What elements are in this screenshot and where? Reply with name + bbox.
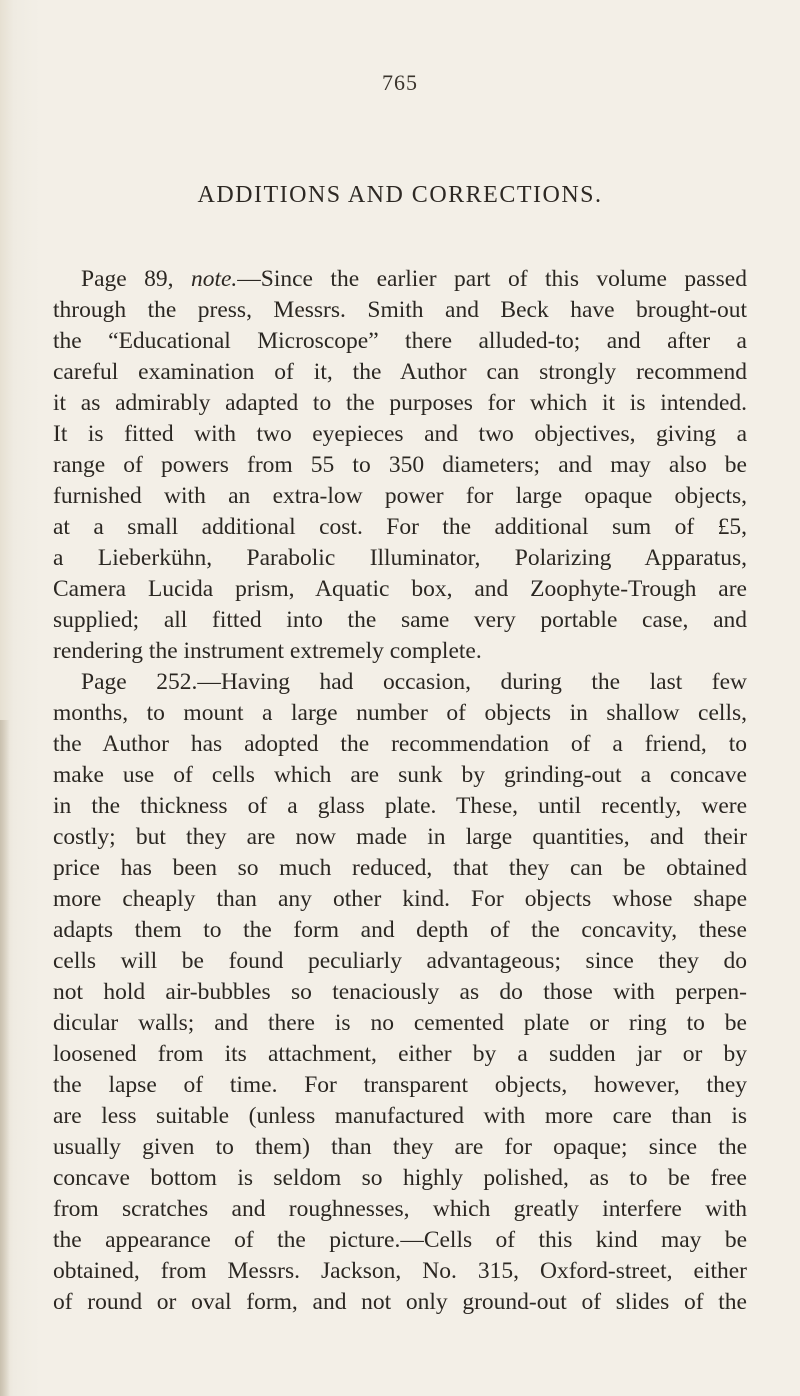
text-line: careful examination of it, the Author can strongly recommend <box>53 359 747 385</box>
text-line: months, to mount a large number of objects in shallow cells, <box>53 700 747 726</box>
text-line: cells will be found peculiarly advantageous; since they do <box>53 948 747 974</box>
text-line: from scratches and roughnesses, which greatly interfere with <box>53 1196 747 1222</box>
text-line: the lapse of time. For transparent objects, however, they <box>53 1072 747 1098</box>
text-line: rendering the instrument extremely complete. <box>53 638 482 664</box>
text-line: are less suitable (unless manufactured with more care than is <box>53 1103 747 1129</box>
text-line: furnished with an extra-low power for large opaque objects, <box>53 483 747 509</box>
text-line: obtained, from Messrs. Jackson, No. 315, Oxford-street, either <box>53 1258 747 1284</box>
section-heading: ADDITIONS AND CORRECTIONS. <box>197 182 603 208</box>
text-line: make use of cells which are sunk by grinding-out a concave <box>53 762 747 788</box>
text-line: the “Educational Microscope” there alluded-to; and after a <box>53 328 747 354</box>
binding-shadow <box>0 720 10 1396</box>
text-line: through the press, Messrs. Smith and Beck have brought-out <box>53 297 747 323</box>
text-line: Camera Lucida prism, Aquatic box, and Zoophyte-Trough are <box>53 576 747 602</box>
text-line: concave bottom is seldom so highly polished, as to be free <box>53 1165 747 1191</box>
text-line: of round or oval form, and not only ground-out of slides of the <box>53 1289 747 1315</box>
text-line: it as admirably adapted to the purposes for which it is intended. <box>53 390 747 416</box>
text-line: Page 252.—Having had occasion, during the last few <box>81 669 747 695</box>
text-line: supplied; all fitted into the same very portable case, and <box>53 607 747 633</box>
text-line: price has been so much reduced, that they can be obtained <box>53 855 747 881</box>
body-text <box>53 264 747 1318</box>
text-line: the appearance of the picture.—Cells of this kind may be <box>53 1227 747 1253</box>
text-line: loosened from its attachment, either by a sudden jar or by <box>53 1041 747 1067</box>
page-number: 765 <box>382 70 418 95</box>
text-line: Page 89, note.—Since the earlier part of this volume passed <box>81 266 747 292</box>
text-line: in the thickness of a glass plate. These, until recently, were <box>53 793 747 819</box>
text-line: adapts them to the form and depth of the concavity, these <box>53 917 747 943</box>
text-line: the Author has adopted the recommendation of a friend, to <box>53 731 747 757</box>
text-line: It is fitted with two eyepieces and two objectives, giving a <box>53 421 747 447</box>
text-line: range of powers from 55 to 350 diameters; and may also be <box>53 452 747 478</box>
text-line: at a small additional cost. For the additional sum of £5, <box>53 514 747 540</box>
text-line: more cheaply than any other kind. For objects whose shape <box>53 886 747 912</box>
text-line: costly; but they are now made in large quantities, and their <box>53 824 747 850</box>
text-line: usually given to them) than they are for opaque; since the <box>53 1134 747 1160</box>
text-line: not hold air-bubbles so tenaciously as do those with perpen- <box>53 979 747 1005</box>
text-line: dicular walls; and there is no cemented plate or ring to be <box>53 1010 747 1036</box>
text-line: a Lieberkühn, Parabolic Illuminator, Polarizing Apparatus, <box>53 545 747 571</box>
